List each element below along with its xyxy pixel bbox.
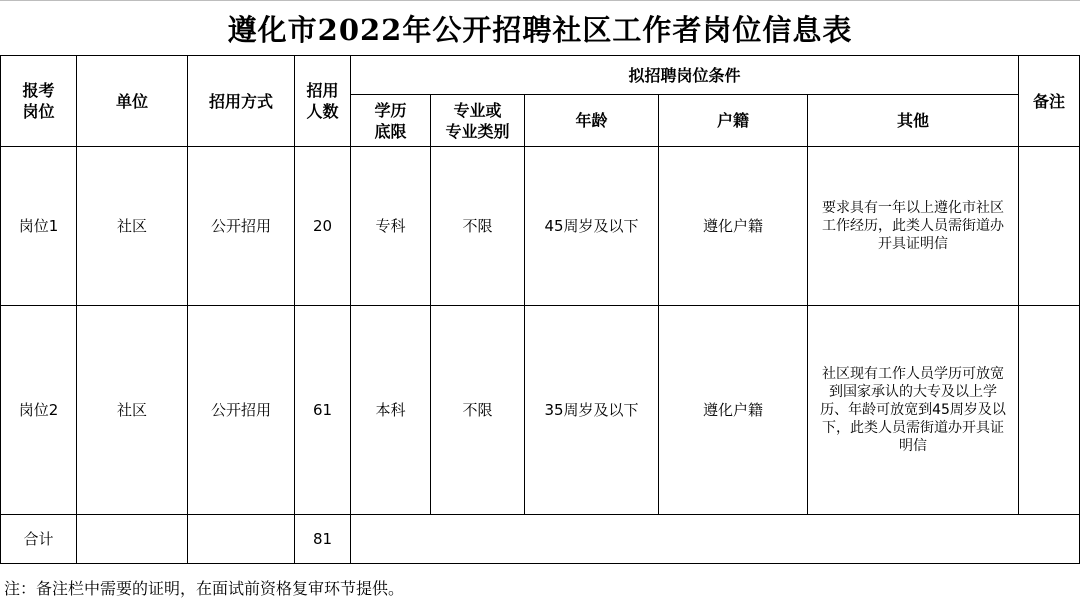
cell-age: 45周岁及以下	[525, 147, 659, 306]
cell-remarks	[1019, 306, 1080, 515]
cell-method: 公开招用	[188, 306, 295, 515]
header-count: 招用 人数	[295, 56, 351, 147]
header-method: 招用方式	[188, 56, 295, 147]
cell-hukou: 遵化户籍	[659, 147, 808, 306]
table-row	[1, 306, 1080, 515]
table-row	[1, 147, 1080, 306]
cell-remarks	[1019, 147, 1080, 306]
position-info-table	[0, 55, 1080, 564]
header-age: 年龄	[525, 95, 659, 147]
cell-method: 公开招用	[188, 147, 295, 306]
cell-hukou: 遵化户籍	[659, 306, 808, 515]
total-count: 81	[295, 515, 351, 564]
header-education: 学历 底限	[351, 95, 431, 147]
header-other: 其他	[808, 95, 1019, 147]
cell-unit: 社区	[77, 306, 188, 515]
cell-education: 专科	[351, 147, 431, 306]
footnote: 注：备注栏中需要的证明，在面试前资格复审环节提供。	[4, 579, 405, 598]
cell-major: 不限	[431, 147, 525, 306]
cell-position: 岗位1	[1, 147, 77, 306]
total-label: 合计	[1, 515, 77, 564]
header-position: 报考 岗位	[1, 56, 77, 147]
cell-count: 20	[295, 147, 351, 306]
cell-age: 35周岁及以下	[525, 306, 659, 515]
cell-other: 要求具有一年以上遵化市社区工作经历，此类人员需街道办开具证明信	[808, 147, 1019, 306]
cell-count: 61	[295, 306, 351, 515]
page-title: 遵化市2022年公开招聘社区工作者岗位信息表	[0, 0, 1080, 55]
header-remarks: 备注	[1019, 56, 1080, 147]
total-row	[1, 515, 1080, 564]
header-unit: 单位	[77, 56, 188, 147]
cell-other: 社区现有工作人员学历可放宽到国家承认的大专及以上学历、年龄可放宽到45周岁及以下，此类人员需街道办开具证明信	[808, 306, 1019, 515]
cell-position: 岗位2	[1, 306, 77, 515]
header-major: 专业或 专业类别	[431, 95, 525, 147]
header-conditions: 拟招聘岗位条件	[351, 56, 1019, 95]
header-hukou: 户籍	[659, 95, 808, 147]
cell-unit: 社区	[77, 147, 188, 306]
cell-education: 本科	[351, 306, 431, 515]
cell-major: 不限	[431, 306, 525, 515]
